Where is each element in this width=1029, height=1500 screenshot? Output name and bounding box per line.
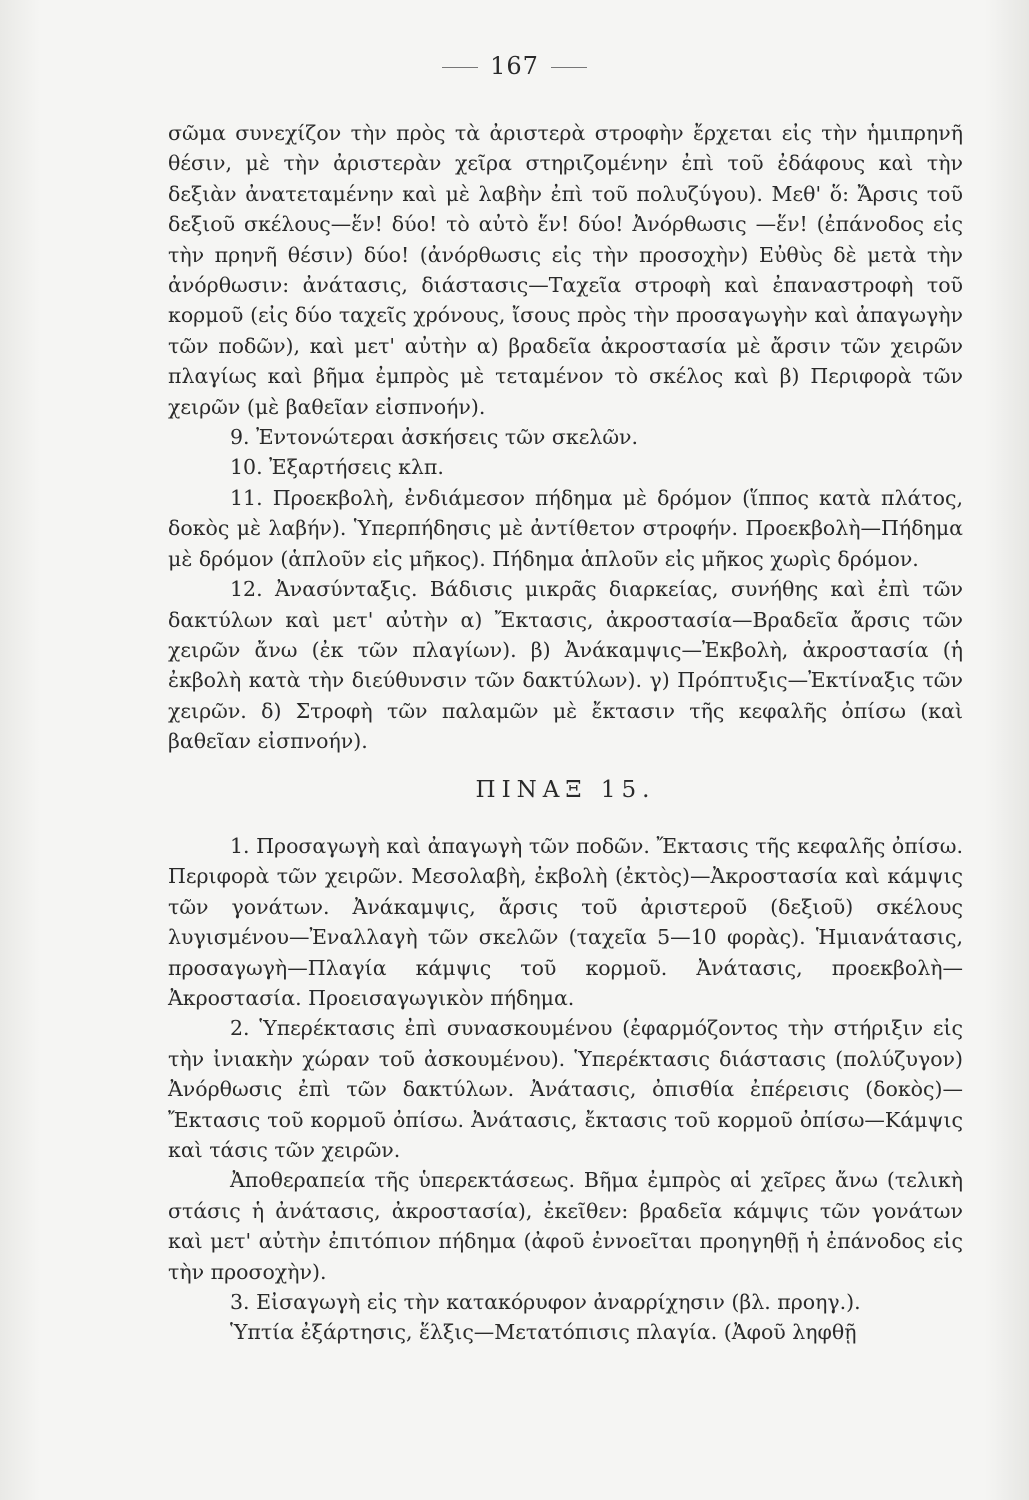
body-text: [168, 118, 963, 1348]
header-rule-left: [442, 67, 478, 68]
paragraph-item-9: 9. Ἐντονώτεραι ἀσκήσεις τῶν σκελῶν.: [230, 425, 639, 450]
page-number: 167: [490, 52, 539, 80]
header-rule-right: [551, 67, 587, 68]
paragraph-item-12: 12. Ἀνασύνταξις. Βάδισις μικρᾶς διαρκείας, συνήθης καὶ ἐπὶ τῶν δακτύλων καὶ μετ' αὐτὴν α) Ἔκτασις, ἀκροστασία—Βραδεῖα ἄρσις τῶν χειρῶν ἄνω (ἐκ τῶν πλαγίων). β) Ἀνάκαμψις—Ἐκβολὴ, ἀκροστασία (ἡ ἐκβολὴ κατὰ τὴν διεύθυνσιν τῶν δακτύλων). γ) Πρόπτυξις—Ἐκτίναξις τῶν χειρῶν. δ) Στροφὴ τῶν παλαμῶν μὲ ἔκτασιν τῆς κεφαλῆς ὀπίσω (καὶ βαθεῖαν εἰσπνοήν).: [168, 577, 963, 754]
paragraph-aftercare: Ἀποθεραπεία τῆς ὑπερεκτάσεως. Βῆμα ἐμπρὸς αἱ χεῖρες ἄνω (τελικὴ στάσις ἡ ἀνάτασις, ἀκροστασία), ἐκεῖθεν: βραδεῖα κάμψις τῶν γονάτων καὶ μετ' αὐτὴν ἐπιτόπιον πήδημα (ἀφοῦ ἐννοεῖται προηγηθῇ ἡ ἐπάνοδος εἰς τὴν προσοχὴν).: [168, 1168, 963, 1284]
paragraph-item-10: 10. Ἐξαρτήσεις κλπ.: [230, 455, 444, 480]
paragraph-item-11: 11. Προεκβολὴ, ἐνδιάμεσον πήδημα μὲ δρόμον (ἵππος κατὰ πλάτος, δοκὸς μὲ λαβήν). Ὑπερπήδησις μὲ ἀντίθετον στροφήν. Προεκβολὴ—Πήδημα μὲ δρόμον (ἁπλοῦν εἰς μῆκος). Πήδημα ἁπλοῦν εἰς μῆκος χωρὶς δρόμον.: [168, 485, 963, 571]
paragraph-table-item-1: 1. Προσαγωγὴ καὶ ἀπαγωγὴ τῶν ποδῶν. Ἔκτασις τῆς κεφαλῆς ὀπίσω. Περιφορὰ τῶν χειρῶν. Μεσολαβὴ, ἐκβολὴ (ἐκτὸς)—Ἀκροστασία καὶ κάμψις τῶν γονάτων. Ἀνάκαμψις, ἄρσις τοῦ ἀριστεροῦ (δεξιοῦ) σκέλους λυγισμένου—Ἐναλλαγὴ τῶν σκελῶν (ταχεῖα 5—10 φορὰς). Ἡμιανάτασις, προσαγωγὴ—Πλαγία κάμψις τοῦ κορμοῦ. Ἀνάτασις, προεκβολὴ—Ἀκροστασία. Προεισαγωγικὸν πήδημα.: [168, 833, 963, 1010]
page-header: [0, 52, 1029, 80]
paragraph-table-item-2: 2. Ὑπερέκτασις ἐπὶ συνασκουμένου (ἐφαρμόζοντος τὴν στήριξιν εἰς τὴν ἰνιακὴν χώραν τοῦ ἀσκουμένου). Ὑπερέκτασις διάστασις (πολύζυγον) Ἀνόρθωσις ἐπὶ τῶν δακτύλων. Ἀνάτασις, ὀπισθία ἐπέρεισις (δοκὸς)—Ἔκτασις τοῦ κορμοῦ ὀπίσω. Ἀνάτασις, ἔκτασις τοῦ κορμοῦ ὀπίσω—Κάμψις καὶ τάσις τῶν χειρῶν.: [168, 1016, 963, 1162]
table-heading: ΠΙΝΑΞ 15.: [475, 776, 656, 803]
paragraph-last-line: Ὑπτία ἐξάρτησις, ἕλξις—Μετατόπισις πλαγία. (Ἀφοῦ ληφθῇ: [230, 1320, 857, 1345]
paragraph-continuation: σῶμα συνεχίζον τὴν πρὸς τὰ ἀριστερὰ στροφὴν ἔρχεται εἰς τὴν ἡμιπρηνῆ θέσιν, μὲ τὴν ἀριστερὰν χεῖρα στηριζομένην ἐπὶ τοῦ ἐδάφους καὶ τὴν δεξιὰν ἀνατεταμένην καὶ μὲ λαβὴν ἐπὶ τοῦ πολυζύγου). Μεθ' ὅ: Ἄρσις τοῦ δεξιοῦ σκέλους—ἕν! δύο! τὸ αὐτὸ ἕν! δύο! Ἀνόρθωσις —ἕν! (ἐπάνοδος εἰς τὴν πρηνῆ θέσιν) δύο! (ἀνόρθωσις εἰς τὴν προσοχὴν) Εὐθὺς δὲ μετὰ τὴν ἀνόρθωσιν: ἀνάτασις, διάστασις—Ταχεῖα στροφὴ καὶ ἐπαναστροφὴ τοῦ κορμοῦ (εἰς δύο ταχεῖς χρόνους, ἴσους πρὸς τὴν προσαγωγὴν καὶ ἀπαγωγὴν τῶν ποδῶν), καὶ μετ' αὐτὴν α) βραδεῖα ἀκροστασία μὲ ἄρσιν τῶν χειρῶν πλαγίως καὶ βῆμα ἐμπρὸς μὲ τεταμένον τὸ σκέλος καὶ β) Περιφορὰ τῶν χειρῶν (μὲ βαθεῖαν εἰσπνοήν).: [168, 121, 963, 419]
paragraph-table-item-3: 3. Εἰσαγωγὴ εἰς τὴν κατακόρυφον ἀναρρίχησιν (βλ. προηγ.).: [230, 1290, 861, 1315]
